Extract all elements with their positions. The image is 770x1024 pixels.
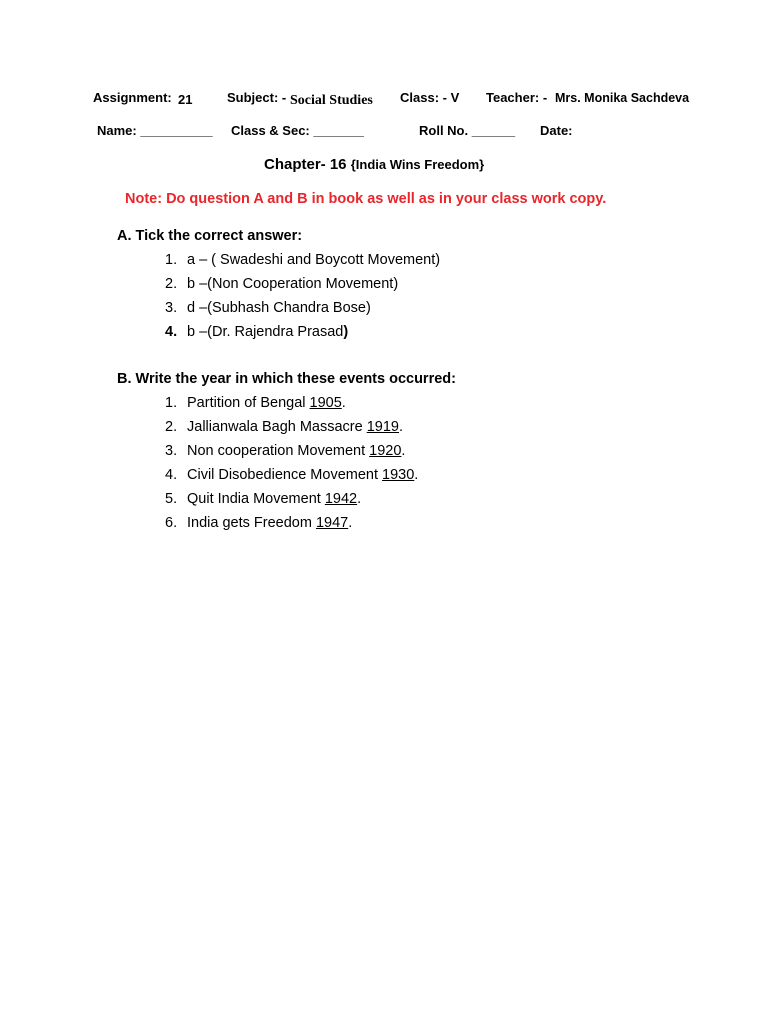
instruction-note: Note: Do question A and B in book as well as in your class work copy. <box>125 191 607 207</box>
item-number: 1. <box>165 252 178 268</box>
event-name: Non cooperation Movement <box>187 443 370 459</box>
item-number: 3. <box>165 443 178 459</box>
item-answer-close: ) <box>343 324 349 340</box>
date-field-label: Date: <box>540 123 573 138</box>
item-number: 4. <box>165 467 178 483</box>
section-a-item <box>165 324 348 340</box>
section-b-item <box>165 395 346 411</box>
section-b-title: B. Write the year in which these events occurred: <box>117 371 456 387</box>
section-b-item <box>165 515 352 531</box>
subject-value: Social Studies <box>290 93 373 108</box>
subject-label: Subject: - <box>227 90 287 105</box>
event-year: 1930 <box>382 467 415 483</box>
section-a-item <box>165 300 371 316</box>
event-year: 1947 <box>315 515 349 531</box>
roll-no-field-label: Roll No. ______ <box>419 123 516 138</box>
event-name: Partition of Bengal <box>187 395 310 411</box>
section-a-item <box>165 276 398 292</box>
item-end: . <box>401 443 406 459</box>
item-number: 6. <box>165 515 178 531</box>
section-a-title: A. Tick the correct answer: <box>117 228 303 244</box>
section-b-item <box>165 467 418 483</box>
section-b-item <box>165 443 405 459</box>
item-number: 3. <box>165 300 178 316</box>
event-year: 1919 <box>366 419 399 435</box>
item-number: 5. <box>165 491 178 507</box>
class-label: Class: - V <box>400 90 460 105</box>
teacher-label: Teacher: - <box>486 90 548 105</box>
event-year: 1920 <box>369 443 402 459</box>
item-answer: b –(Non Cooperation Movement) <box>187 276 399 292</box>
item-end: . <box>414 467 419 483</box>
event-name: Quit India Movement <box>187 491 325 507</box>
event-year: 1942 <box>324 491 358 507</box>
chapter-title: {India Wins Freedom} <box>350 157 485 172</box>
item-end: . <box>357 491 362 507</box>
item-end: . <box>341 395 346 411</box>
event-name: India gets Freedom <box>187 515 316 531</box>
item-end: . <box>399 419 404 435</box>
chapter-label: Chapter- 16 <box>264 156 347 173</box>
event-name: Civil Disobedience Movement <box>187 467 383 483</box>
section-a-item <box>165 252 440 268</box>
item-number: 1. <box>165 395 178 411</box>
item-number: 4. <box>165 324 178 340</box>
section-b-item <box>165 419 403 435</box>
assignment-label: Assignment: <box>93 90 172 105</box>
event-year: 1905 <box>309 395 342 411</box>
chapter-heading <box>264 156 484 173</box>
item-answer: d –(Subhash Chandra Bose) <box>187 300 371 316</box>
section-b-item <box>165 491 361 507</box>
teacher-name: Mrs. Monika Sachdeva <box>555 91 690 105</box>
item-answer: b –(Dr. Rajendra Prasad <box>187 324 344 340</box>
item-number: 2. <box>165 419 178 435</box>
item-answer: a – ( Swadeshi and Boycott Movement) <box>187 252 441 268</box>
name-field-label: Name: __________ <box>97 123 213 138</box>
item-end: . <box>348 515 353 531</box>
class-sec-field-label: Class & Sec: _______ <box>231 123 364 138</box>
assignment-number: 21 <box>178 92 193 107</box>
event-name: Jallianwala Bagh Massacre <box>187 419 367 435</box>
item-number: 2. <box>165 276 178 292</box>
